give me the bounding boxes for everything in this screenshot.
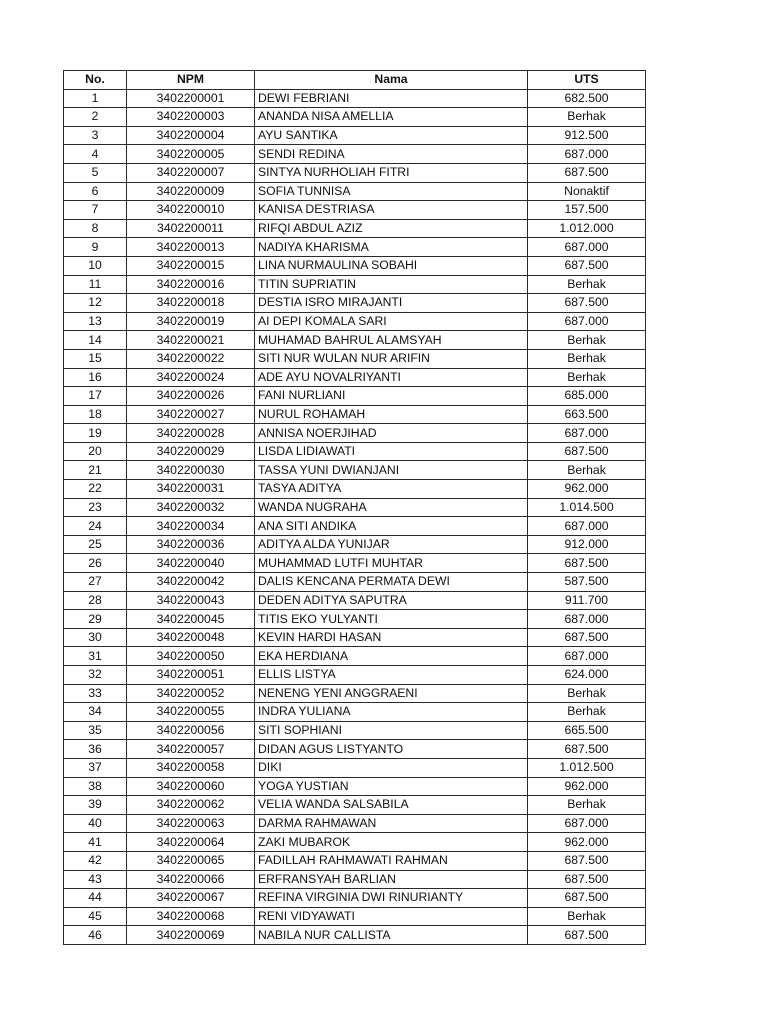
cell-npm: 3402200057 — [127, 740, 255, 759]
cell-nama: FANI NURLIANI — [255, 387, 528, 406]
cell-nama: ANANDA NISA AMELLIA — [255, 108, 528, 127]
cell-nama: FADILLAH RAHMAWATI RAHMAN — [255, 851, 528, 870]
table-row — [64, 628, 646, 647]
cell-npm: 3402200005 — [127, 145, 255, 164]
cell-uts: 687.000 — [528, 814, 646, 833]
table-row — [64, 740, 646, 759]
cell-no: 18 — [64, 405, 127, 424]
cell-nama: LISDA LIDIAWATI — [255, 442, 528, 461]
cell-uts: 687.000 — [528, 238, 646, 257]
cell-no: 43 — [64, 870, 127, 889]
cell-nama: TASYA ADITYA — [255, 480, 528, 499]
table-row — [64, 498, 646, 517]
table-row — [64, 368, 646, 387]
table-row — [64, 610, 646, 629]
cell-nama: TITIN SUPRIATIN — [255, 275, 528, 294]
cell-uts: 687.500 — [528, 889, 646, 908]
cell-no: 29 — [64, 610, 127, 629]
cell-uts: 962.000 — [528, 480, 646, 499]
cell-uts: Nonaktif — [528, 182, 646, 201]
cell-uts: Berhak — [528, 684, 646, 703]
cell-nama: MUHAMMAD LUTFI MUHTAR — [255, 554, 528, 573]
cell-uts: Berhak — [528, 368, 646, 387]
cell-nama: SINTYA NURHOLIAH FITRI — [255, 163, 528, 182]
cell-uts: Berhak — [528, 349, 646, 368]
cell-npm: 3402200058 — [127, 758, 255, 777]
cell-npm: 3402200056 — [127, 721, 255, 740]
table-row — [64, 517, 646, 536]
cell-no: 28 — [64, 591, 127, 610]
cell-uts: 682.500 — [528, 89, 646, 108]
cell-nama: ANNISA NOERJIHAD — [255, 424, 528, 443]
cell-no: 19 — [64, 424, 127, 443]
cell-npm: 3402200043 — [127, 591, 255, 610]
cell-uts: 665.500 — [528, 721, 646, 740]
cell-nama: WANDA NUGRAHA — [255, 498, 528, 517]
cell-nama: DEWI FEBRIANI — [255, 89, 528, 108]
cell-no: 35 — [64, 721, 127, 740]
cell-npm: 3402200016 — [127, 275, 255, 294]
table-row — [64, 591, 646, 610]
cell-nama: YOGA YUSTIAN — [255, 777, 528, 796]
cell-npm: 3402200063 — [127, 814, 255, 833]
table-row — [64, 721, 646, 740]
table-row — [64, 126, 646, 145]
cell-nama: NABILA NUR CALLISTA — [255, 926, 528, 945]
cell-no: 5 — [64, 163, 127, 182]
table-row — [64, 851, 646, 870]
table-row — [64, 201, 646, 220]
cell-npm: 3402200036 — [127, 535, 255, 554]
cell-nama: SITI SOPHIANI — [255, 721, 528, 740]
student-score-table — [63, 70, 646, 945]
cell-nama: ANA SITI ANDIKA — [255, 517, 528, 536]
cell-npm: 3402200050 — [127, 647, 255, 666]
cell-nama: SITI NUR WULAN NUR ARIFIN — [255, 349, 528, 368]
cell-npm: 3402200009 — [127, 182, 255, 201]
cell-no: 30 — [64, 628, 127, 647]
cell-no: 36 — [64, 740, 127, 759]
cell-uts: Berhak — [528, 275, 646, 294]
cell-npm: 3402200022 — [127, 349, 255, 368]
cell-no: 25 — [64, 535, 127, 554]
cell-npm: 3402200024 — [127, 368, 255, 387]
cell-uts: 687.000 — [528, 145, 646, 164]
cell-npm: 3402200042 — [127, 573, 255, 592]
cell-nama: INDRA YULIANA — [255, 703, 528, 722]
cell-uts: 687.000 — [528, 424, 646, 443]
cell-uts: 1.012.000 — [528, 219, 646, 238]
cell-no: 42 — [64, 851, 127, 870]
cell-nama: ADITYA ALDA YUNIJAR — [255, 535, 528, 554]
cell-npm: 3402200065 — [127, 851, 255, 870]
cell-uts: 687.500 — [528, 256, 646, 275]
cell-no: 27 — [64, 573, 127, 592]
cell-npm: 3402200007 — [127, 163, 255, 182]
cell-uts: 911.700 — [528, 591, 646, 610]
cell-nama: DIDAN AGUS LISTYANTO — [255, 740, 528, 759]
table-row — [64, 294, 646, 313]
cell-uts: 912.000 — [528, 535, 646, 554]
table-row — [64, 461, 646, 480]
cell-nama: DESTIA ISRO MIRAJANTI — [255, 294, 528, 313]
cell-no: 21 — [64, 461, 127, 480]
cell-npm: 3402200028 — [127, 424, 255, 443]
cell-npm: 3402200040 — [127, 554, 255, 573]
cell-uts: 587.500 — [528, 573, 646, 592]
cell-uts: 157.500 — [528, 201, 646, 220]
cell-npm: 3402200034 — [127, 517, 255, 536]
table-row — [64, 647, 646, 666]
cell-no: 45 — [64, 907, 127, 926]
cell-nama: DALIS KENCANA PERMATA DEWI — [255, 573, 528, 592]
header-uts: UTS — [528, 71, 646, 90]
cell-uts: Berhak — [528, 907, 646, 926]
cell-no: 11 — [64, 275, 127, 294]
cell-uts: 687.500 — [528, 740, 646, 759]
table-row — [64, 331, 646, 350]
cell-no: 37 — [64, 758, 127, 777]
cell-no: 34 — [64, 703, 127, 722]
cell-no: 13 — [64, 312, 127, 331]
cell-uts: 687.500 — [528, 294, 646, 313]
cell-no: 31 — [64, 647, 127, 666]
cell-npm: 3402200004 — [127, 126, 255, 145]
cell-no: 6 — [64, 182, 127, 201]
table-row — [64, 256, 646, 275]
cell-npm: 3402200031 — [127, 480, 255, 499]
cell-npm: 3402200060 — [127, 777, 255, 796]
cell-npm: 3402200045 — [127, 610, 255, 629]
table-row — [64, 424, 646, 443]
cell-npm: 3402200015 — [127, 256, 255, 275]
cell-uts: 687.000 — [528, 517, 646, 536]
cell-nama: KEVIN HARDI HASAN — [255, 628, 528, 647]
cell-nama: SENDI REDINA — [255, 145, 528, 164]
cell-uts: 663.500 — [528, 405, 646, 424]
cell-nama: DARMA RAHMAWAN — [255, 814, 528, 833]
cell-no: 46 — [64, 926, 127, 945]
cell-npm: 3402200027 — [127, 405, 255, 424]
cell-no: 15 — [64, 349, 127, 368]
cell-nama: KANISA DESTRIASA — [255, 201, 528, 220]
cell-uts: 1.014.500 — [528, 498, 646, 517]
header-npm: NPM — [127, 71, 255, 90]
cell-no: 9 — [64, 238, 127, 257]
cell-npm: 3402200064 — [127, 833, 255, 852]
cell-uts: 687.000 — [528, 312, 646, 331]
cell-no: 20 — [64, 442, 127, 461]
cell-npm: 3402200013 — [127, 238, 255, 257]
cell-nama: AYU SANTIKA — [255, 126, 528, 145]
cell-uts: 624.000 — [528, 666, 646, 685]
cell-uts: Berhak — [528, 108, 646, 127]
table-row — [64, 238, 646, 257]
table-row — [64, 480, 646, 499]
cell-npm: 3402200029 — [127, 442, 255, 461]
header-nama: Nama — [255, 71, 528, 90]
cell-no: 38 — [64, 777, 127, 796]
cell-npm: 3402200048 — [127, 628, 255, 647]
cell-no: 8 — [64, 219, 127, 238]
cell-npm: 3402200055 — [127, 703, 255, 722]
cell-no: 32 — [64, 666, 127, 685]
cell-nama: NADIYA KHARISMA — [255, 238, 528, 257]
cell-no: 7 — [64, 201, 127, 220]
table-row — [64, 777, 646, 796]
cell-npm: 3402200051 — [127, 666, 255, 685]
cell-nama: ERFRANSYAH BARLIAN — [255, 870, 528, 889]
table-row — [64, 219, 646, 238]
cell-uts: 1.012.500 — [528, 758, 646, 777]
table-row — [64, 833, 646, 852]
cell-nama: ZAKI MUBAROK — [255, 833, 528, 852]
cell-no: 24 — [64, 517, 127, 536]
cell-nama: MUHAMAD BAHRUL ALAMSYAH — [255, 331, 528, 350]
cell-npm: 3402200067 — [127, 889, 255, 908]
cell-npm: 3402200030 — [127, 461, 255, 480]
table-row — [64, 573, 646, 592]
table-header — [64, 71, 646, 90]
cell-uts: 962.000 — [528, 777, 646, 796]
table-row — [64, 684, 646, 703]
cell-npm: 3402200026 — [127, 387, 255, 406]
cell-nama: AI DEPI KOMALA SARI — [255, 312, 528, 331]
table-row — [64, 889, 646, 908]
cell-nama: RENI VIDYAWATI — [255, 907, 528, 926]
cell-uts: Berhak — [528, 331, 646, 350]
cell-nama: RIFQI ABDUL AZIZ — [255, 219, 528, 238]
table-row — [64, 796, 646, 815]
cell-uts: 687.500 — [528, 926, 646, 945]
cell-uts: Berhak — [528, 703, 646, 722]
cell-no: 10 — [64, 256, 127, 275]
table-row — [64, 108, 646, 127]
cell-uts: 685.000 — [528, 387, 646, 406]
cell-uts: Berhak — [528, 796, 646, 815]
cell-npm: 3402200019 — [127, 312, 255, 331]
cell-nama: REFINA VIRGINIA DWI RINURIANTY — [255, 889, 528, 908]
cell-uts: 962.000 — [528, 833, 646, 852]
table-row — [64, 758, 646, 777]
cell-npm: 3402200068 — [127, 907, 255, 926]
cell-uts: 687.500 — [528, 851, 646, 870]
table-row — [64, 163, 646, 182]
cell-no: 4 — [64, 145, 127, 164]
table-row — [64, 89, 646, 108]
cell-uts: 687.500 — [528, 442, 646, 461]
cell-no: 44 — [64, 889, 127, 908]
table-row — [64, 145, 646, 164]
cell-uts: 687.000 — [528, 647, 646, 666]
table-row — [64, 870, 646, 889]
cell-npm: 3402200001 — [127, 89, 255, 108]
cell-npm: 3402200032 — [127, 498, 255, 517]
cell-npm: 3402200010 — [127, 201, 255, 220]
table-row — [64, 535, 646, 554]
table-row — [64, 703, 646, 722]
cell-nama: VELIA WANDA SALSABILA — [255, 796, 528, 815]
cell-no: 17 — [64, 387, 127, 406]
cell-uts: Berhak — [528, 461, 646, 480]
table-row — [64, 666, 646, 685]
cell-nama: DIKI — [255, 758, 528, 777]
table-row — [64, 349, 646, 368]
table-row — [64, 312, 646, 331]
cell-no: 2 — [64, 108, 127, 127]
cell-no: 22 — [64, 480, 127, 499]
cell-no: 16 — [64, 368, 127, 387]
cell-nama: TASSA YUNI DWIANJANI — [255, 461, 528, 480]
cell-no: 3 — [64, 126, 127, 145]
cell-uts: 687.500 — [528, 163, 646, 182]
cell-no: 23 — [64, 498, 127, 517]
cell-npm: 3402200003 — [127, 108, 255, 127]
cell-no: 39 — [64, 796, 127, 815]
cell-nama: ELLIS LISTYA — [255, 666, 528, 685]
table-row — [64, 442, 646, 461]
cell-no: 1 — [64, 89, 127, 108]
cell-uts: 687.500 — [528, 628, 646, 647]
cell-npm: 3402200018 — [127, 294, 255, 313]
table-row — [64, 926, 646, 945]
cell-uts: 687.000 — [528, 610, 646, 629]
cell-no: 41 — [64, 833, 127, 852]
table-row — [64, 387, 646, 406]
cell-npm: 3402200062 — [127, 796, 255, 815]
cell-no: 12 — [64, 294, 127, 313]
cell-uts: 912.500 — [528, 126, 646, 145]
cell-nama: DEDEN ADITYA SAPUTRA — [255, 591, 528, 610]
cell-no: 33 — [64, 684, 127, 703]
cell-no: 14 — [64, 331, 127, 350]
table-row — [64, 907, 646, 926]
cell-npm: 3402200066 — [127, 870, 255, 889]
table-row — [64, 182, 646, 201]
table-row — [64, 814, 646, 833]
cell-npm: 3402200069 — [127, 926, 255, 945]
cell-uts: 687.500 — [528, 870, 646, 889]
cell-no: 26 — [64, 554, 127, 573]
cell-npm: 3402200021 — [127, 331, 255, 350]
header-no: No. — [64, 71, 127, 90]
header-row — [64, 71, 646, 90]
cell-nama: EKA HERDIANA — [255, 647, 528, 666]
cell-nama: SOFIA TUNNISA — [255, 182, 528, 201]
cell-nama: NURUL ROHAMAH — [255, 405, 528, 424]
table-row — [64, 405, 646, 424]
table-row — [64, 275, 646, 294]
cell-nama: TITIS EKO YULYANTI — [255, 610, 528, 629]
cell-nama: NENENG YENI ANGGRAENI — [255, 684, 528, 703]
cell-nama: LINA NURMAULINA SOBAHI — [255, 256, 528, 275]
cell-nama: ADE AYU NOVALRIYANTI — [255, 368, 528, 387]
cell-npm: 3402200011 — [127, 219, 255, 238]
cell-no: 40 — [64, 814, 127, 833]
cell-npm: 3402200052 — [127, 684, 255, 703]
table-body — [64, 89, 646, 944]
cell-uts: 687.500 — [528, 554, 646, 573]
table-row — [64, 554, 646, 573]
